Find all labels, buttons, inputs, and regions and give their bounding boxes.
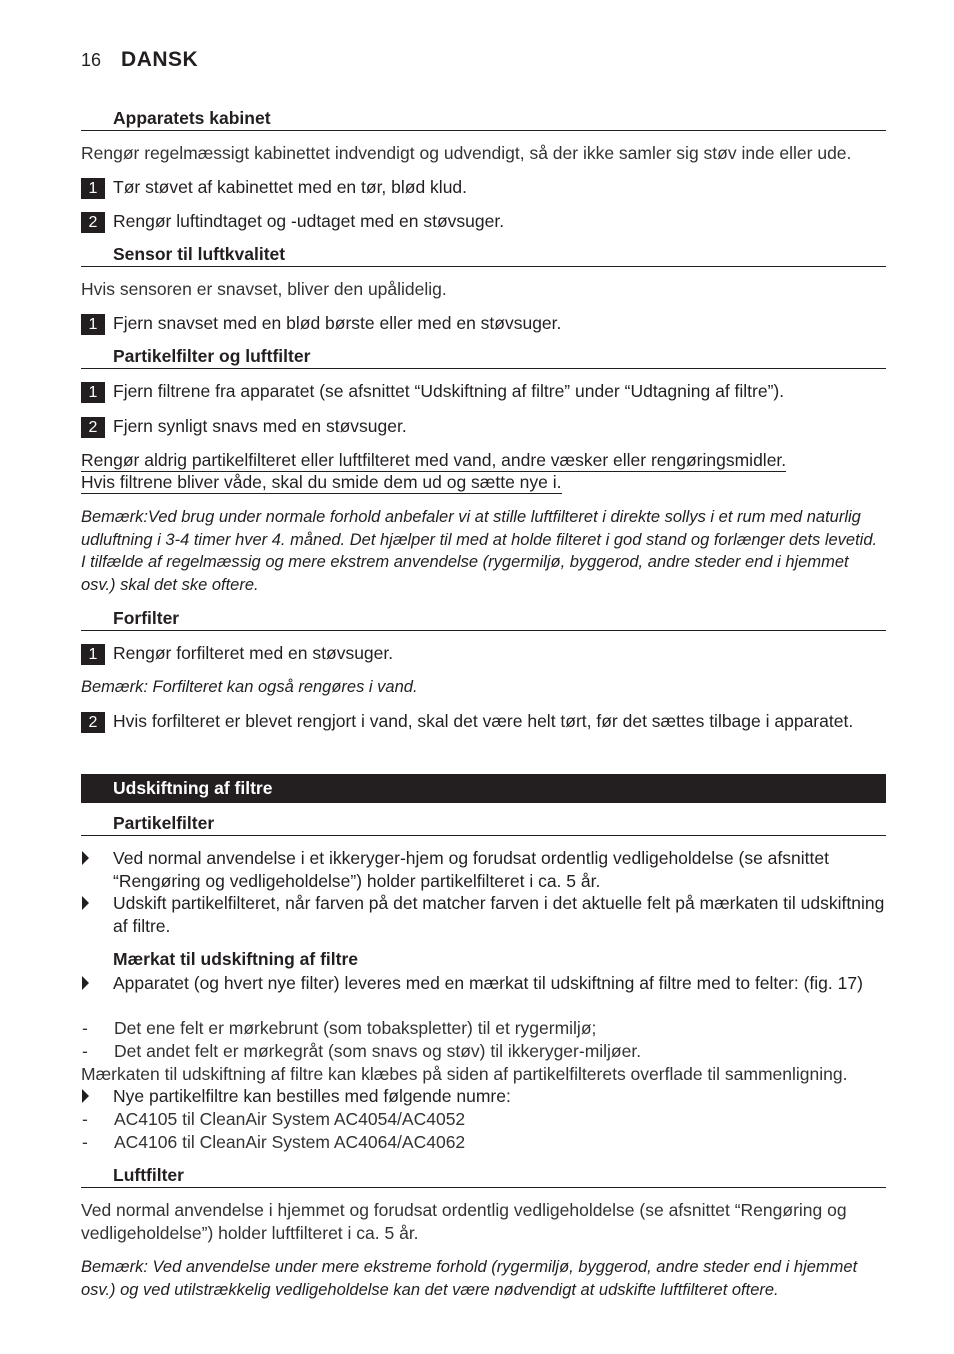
particle-air-step-2: [81, 415, 886, 438]
bullet-arrow-icon: [81, 847, 113, 892]
section-title-replacement: Udskiftning af filtre: [81, 774, 886, 803]
order-number-2: - AC4106 til CleanAir System AC4064/AC4062: [82, 1132, 466, 1152]
heading-cabinet: Apparatets kabinet: [81, 108, 886, 131]
step-number: 2: [81, 712, 105, 733]
bullet-arrow-icon: [81, 1085, 113, 1108]
particle-bullet-2: Udskift partikelfilteret, når farven på det matcher farven i det aktuelle felt på mærkaten til udskiftning af filtre.: [81, 892, 886, 937]
heading-particle-air: Partikelfilter og luftfilter: [81, 346, 886, 369]
step-text: Fjern snavset med en blød børste eller med en støvsuger.: [113, 313, 562, 333]
prefilter-step-1: [81, 642, 886, 665]
label-dash-2: - Det andet felt er mørkegråt (som snavs og støv) til ikkeryger-miljøer.: [82, 1041, 642, 1061]
heading-label: Mærkat til udskiftning af filtre: [113, 949, 359, 969]
particle-bullet-1: Ved normal anvendelse i et ikkeryger-hjem og forudsat ordentlig vedligeholdelse (se afsnittet “Rengøring og vedligeholdelse”) holder partikelfilteret i ca. 5 år.: [81, 847, 886, 892]
warning-line-1: Rengør aldrig partikelfilteret eller luftfilteret med vand, andre væsker eller rengøringsmidler.: [81, 450, 787, 470]
bullet-arrow-icon: [81, 972, 113, 995]
air-filter-paragraph: Ved normal anvendelse i hjemmet og forudsat ordentlig vedligeholdelse (se afsnittet “Rengøring og vedligeholdelse”) holder luftfilteret i ca. 5 år.: [81, 1200, 847, 1243]
label-bullet-1: Apparatet (og hvert nye filter) leveres med en mærkat til udskiftning af filtre med to felter: (fig. 17): [81, 972, 886, 995]
label-bullet-2: Nye partikelfiltre kan bestilles med følgende numre:: [81, 1085, 886, 1108]
cabinet-intro: Rengør regelmæssigt kabinettet indvendigt og udvendigt, så der ikke samler sig støv inde eller ude.: [81, 143, 852, 163]
language-label: DANSK: [121, 48, 199, 71]
step-number: 1: [81, 644, 105, 665]
label-dash-1: - Det ene felt er mørkebrunt (som tobakspletter) til et rygermiljø;: [82, 1018, 597, 1038]
order-number-1: - AC4105 til CleanAir System AC4054/AC4052: [82, 1109, 466, 1129]
cabinet-step-2: [81, 210, 886, 233]
sensor-intro: Hvis sensoren er snavset, bliver den upålidelig.: [81, 279, 447, 299]
step-number: 1: [81, 382, 105, 403]
step-text: Fjern filtrene fra apparatet (se afsnittet “Udskiftning af filtre” under “Udtagning af filtre”).: [113, 381, 785, 401]
heading-prefilter: Forfilter: [81, 608, 886, 631]
step-text: Rengør forfilteret med en støvsuger.: [113, 643, 394, 663]
bullet-arrow-icon: [81, 892, 113, 937]
cabinet-step-1: [81, 176, 886, 199]
page-number: 16: [81, 50, 102, 70]
heading-sensor: Sensor til luftkvalitet: [81, 244, 886, 267]
step-number: 1: [81, 314, 105, 335]
heading-particle-filter: Partikelfilter: [81, 813, 886, 836]
particle-air-step-1: [81, 380, 886, 403]
step-text: Hvis forfilteret er blevet rengjort i vand, skal det være helt tørt, før det sættes tilbage i apparatet.: [113, 711, 854, 731]
warning-line-2: Hvis filtrene bliver våde, skal du smide dem ud og sætte nye i.: [81, 472, 562, 492]
page-header: [81, 48, 198, 74]
step-number: 2: [81, 212, 105, 233]
prefilter-step-2: [81, 710, 886, 733]
air-filter-note: Bemærk: Ved anvendelse under mere ekstreme forhold (rygermiljø, byggerod, andre steder end i hjemmet osv.) og ved utilstrækkelig vedligeholdelse kan det være nødvendigt at udskifte luftfilteret oftere.: [81, 1258, 858, 1299]
step-text: Tør støvet af kabinettet med en tør, blød klud.: [113, 177, 468, 197]
prefilter-note: Bemærk: Forfilteret kan også rengøres i vand.: [81, 678, 418, 696]
label-paragraph: Mærkaten til udskiftning af filtre kan klæbes på siden af partikelfilterets overflade til sammenligning.: [81, 1064, 848, 1084]
step-text: Rengør luftindtaget og -udtaget med en støvsuger.: [113, 211, 505, 231]
step-text: Fjern synligt snavs med en støvsuger.: [113, 416, 407, 436]
heading-air-filter: Luftfilter: [81, 1165, 886, 1188]
step-number: 1: [81, 178, 105, 199]
particle-air-note: Bemærk:Ved brug under normale forhold anbefaler vi at stille luftfilteret i direkte sollys i et rum med naturlig udluftning i 3-4 timer hver 4. måned. Det hjælper til med at holde filteret i god stand og forlænger dets levetid. I tilfælde af regelmæssig og mere ekstrem anvendelse (rygermiljø, byggerod, andre steder end i hjemmet osv.) skal det ske oftere.: [81, 508, 878, 594]
step-number: 2: [81, 417, 105, 438]
sensor-step-1: [81, 312, 886, 335]
